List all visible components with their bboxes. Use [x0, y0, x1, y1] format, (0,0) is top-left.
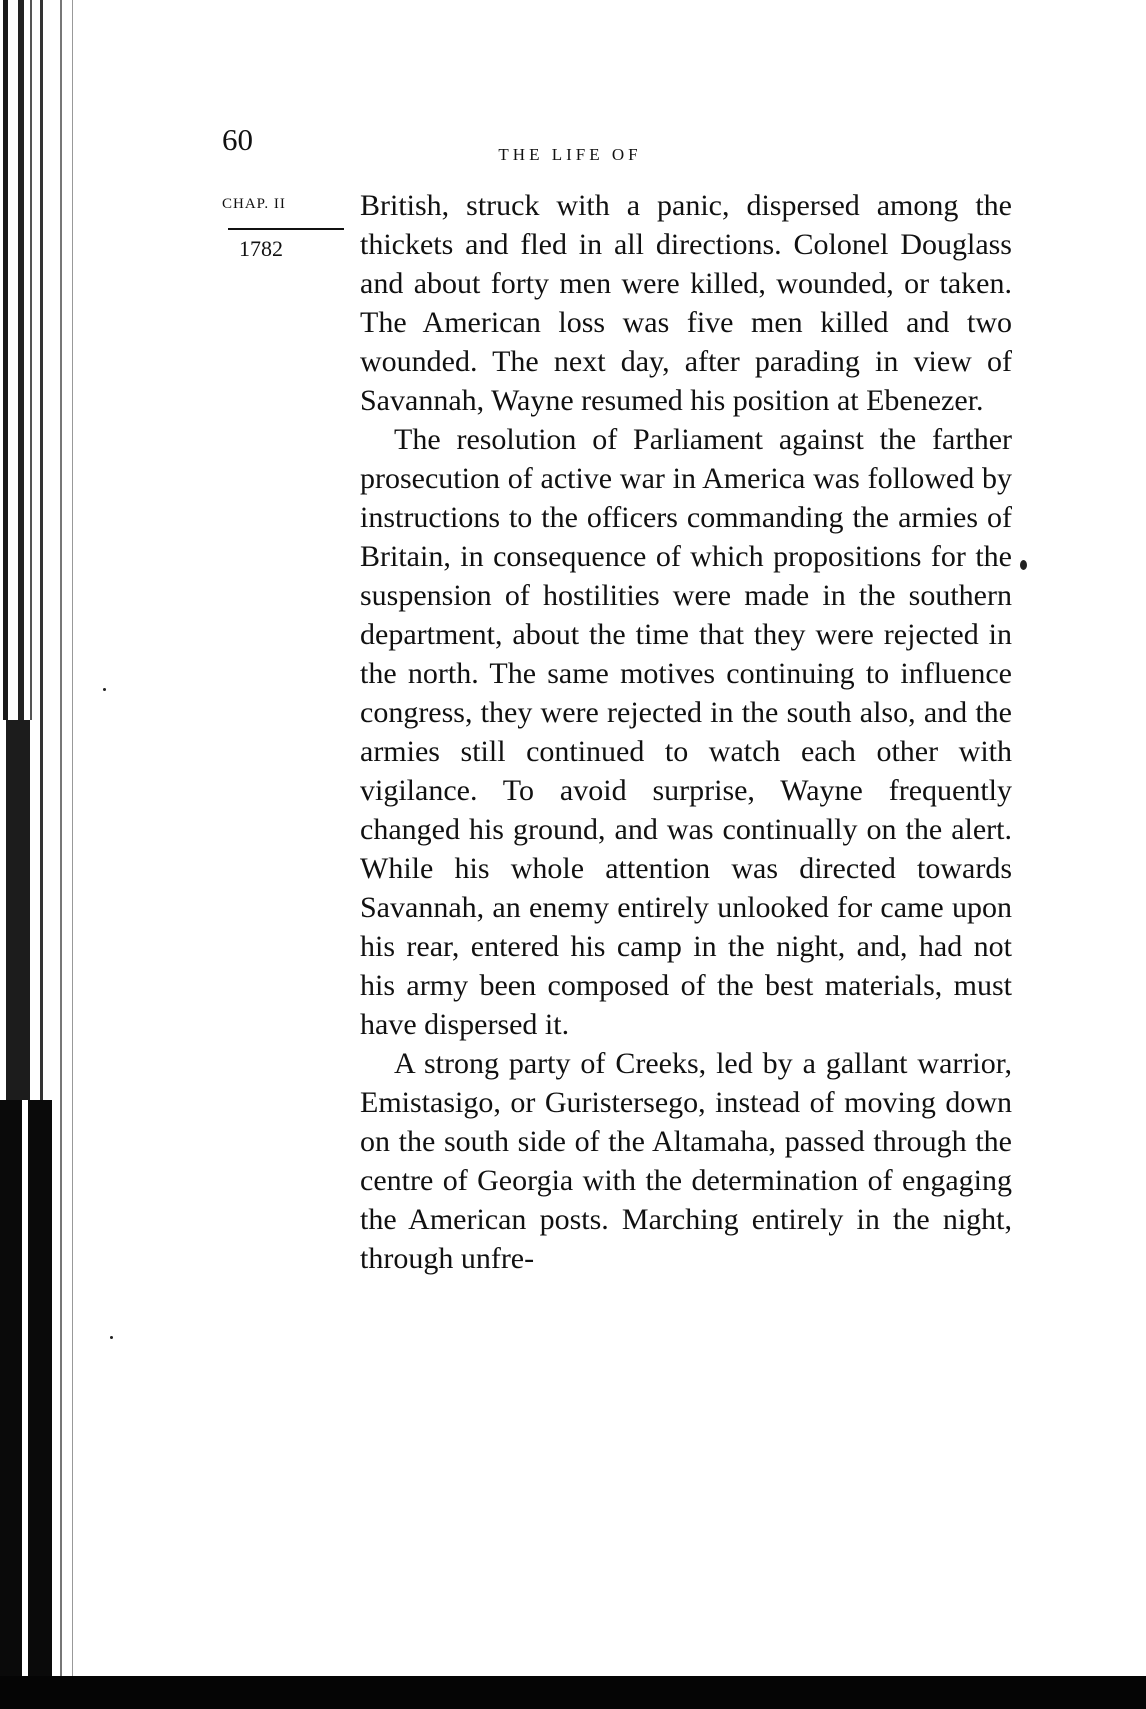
paragraph: The resolution of Parliament against the farther prosecution of active war in America was followed by instructions to the officers commanding the armies of Britain, in consequence of which propositions for the suspension of hostilities were made in the southern department, about the time that they were rejected in the north. The same motives continuing to influence congress, they were rejected in the south also, and the armies still continued to watch each other with vigilance. To avoid surprise, Wayne frequently changed his ground, and was continually on the alert. While his whole attention was directed towards Savannah, an enemy entirely unlooked for came upon his rear, entered his camp in the night, and, had not his army been composed of the best materials, must have dispersed it. — [360, 423, 1012, 1041]
paragraph: British, struck with a panic, dispersed among the thickets and fled in all directions. Colonel Douglass and about forty men were killed, wounded, or taken. The American loss was five men killed and two wounded. The next day, after parading in view of Savannah, Wayne resumed his position at Ebenezer. — [360, 189, 1012, 417]
margin-year-note: 1782 — [239, 236, 283, 261]
scan-speck — [110, 1336, 113, 1339]
body-text — [360, 186, 1012, 1278]
scan-speck — [103, 688, 106, 691]
running-head: THE LIFE OF — [498, 145, 642, 164]
binding-shadow-lower — [0, 1100, 58, 1709]
margin-chapter-note: CHAP. II — [222, 196, 286, 212]
scan-bottom-edge — [0, 1676, 1146, 1709]
margin-divider — [228, 228, 344, 230]
binding-shadow — [0, 720, 34, 1100]
paragraph: A strong party of Creeks, led by a gallant warrior, Emistasigo, or Guristersego, instead of moving down on the south side of the Altamaha, passed through the centre of Georgia with the determination of engaging the American posts. Marching entirely in the night, through unfre- — [360, 1047, 1012, 1275]
scan-speck — [1020, 560, 1027, 570]
page-number: 60 — [222, 122, 253, 157]
